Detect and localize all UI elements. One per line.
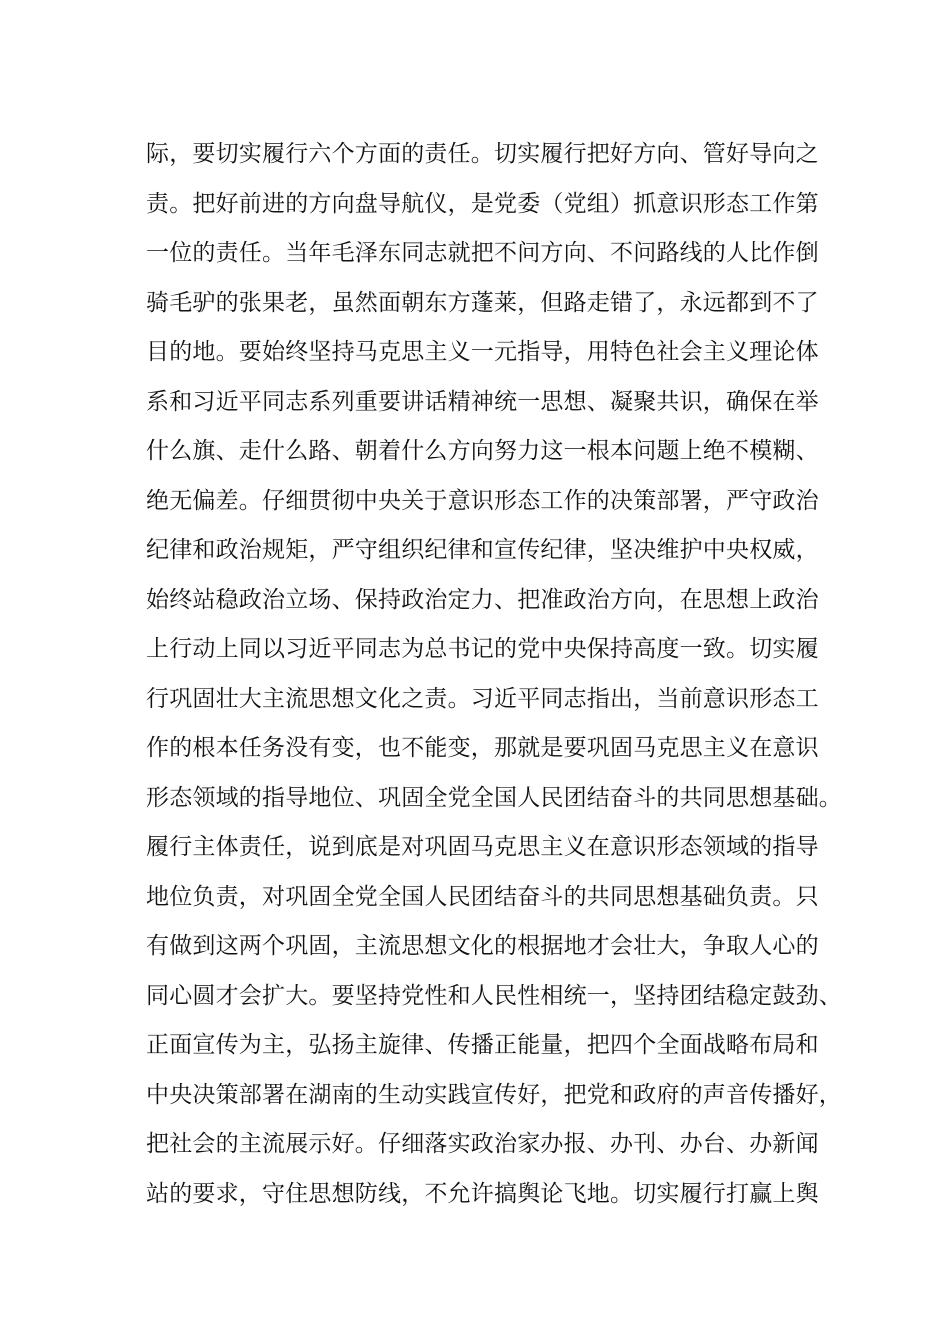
text-line: 作的根本任务没有变，也不能变，那就是要巩固马克思主义在意识 xyxy=(146,735,819,761)
text-line: 际，要切实履行六个方面的责任。切实履行把好方向、管好导向之 xyxy=(146,141,819,167)
text-line: 正面宣传为主，弘扬主旋律、传播正能量，把四个全面战略布局和 xyxy=(146,1032,819,1058)
text-line: 有做到这两个巩固，主流思想文化的根据地才会壮大，争取人心的 xyxy=(146,933,819,959)
text-line: 责。把好前进的方向盘导航仪，是党委（党组）抓意识形态工作第 xyxy=(146,190,819,217)
text-line: 把社会的主流展示好。仔细落实政治家办报、办刊、办台、办新闻 xyxy=(146,1131,819,1157)
text-line: 始终站稳政治立场、保持政治定力、把准政治方向，在思想上政治 xyxy=(146,586,819,613)
text-line: 上行动上同以习近平同志为总书记的党中央保持高度一致。切实履 xyxy=(146,636,819,662)
text-line: 系和习近平同志系列重要讲话精神统一思想、凝聚共识，确保在举 xyxy=(146,388,819,415)
text-line: 中央决策部署在湖南的生动实践宣传好，把党和政府的声音传播好， xyxy=(146,1081,842,1108)
text-line: 骑毛驴的张果老，虽然面朝东方蓬莱，但路走错了，永远都到不了 xyxy=(146,289,819,316)
text-line: 纪律和政治规矩，严守组织纪律和宣传纪律，坚决维护中央权威， xyxy=(146,537,819,563)
text-line: 目的地。要始终坚持马克思主义一元指导，用特色社会主义理论体 xyxy=(146,339,819,365)
text-line: 什么旗、走什么路、朝着什么方向努力这一根本问题上绝不模糊、 xyxy=(146,438,819,464)
text-line: 站的要求，守住思想防线，不允许搞舆论飞地。切实履行打赢上舆 xyxy=(146,1180,819,1207)
text-line: 行巩固壮大主流思想文化之责。习近平同志指出，当前意识形态工 xyxy=(146,685,819,712)
text-line: 绝无偏差。仔细贯彻中央关于意识形态工作的决策部署，严守政治 xyxy=(146,487,819,514)
text-line: 一位的责任。当年毛泽东同志就把不问方向、不问路线的人比作倒 xyxy=(146,240,819,266)
text-line: 履行主体责任，说到底是对巩固马克思主义在意识形态领域的指导 xyxy=(146,834,819,860)
text-line: 地位负责，对巩固全党全国人民团结奋斗的共同思想基础负责。只 xyxy=(146,883,819,910)
body-text xyxy=(146,130,842,1219)
text-line: 同心圆才会扩大。要坚持党性和人民性相统一，坚持团结稳定鼓劲、 xyxy=(146,982,842,1009)
text-line: 形态领域的指导地位、巩固全党全国人民团结奋斗的共同思想基础。 xyxy=(146,784,842,811)
